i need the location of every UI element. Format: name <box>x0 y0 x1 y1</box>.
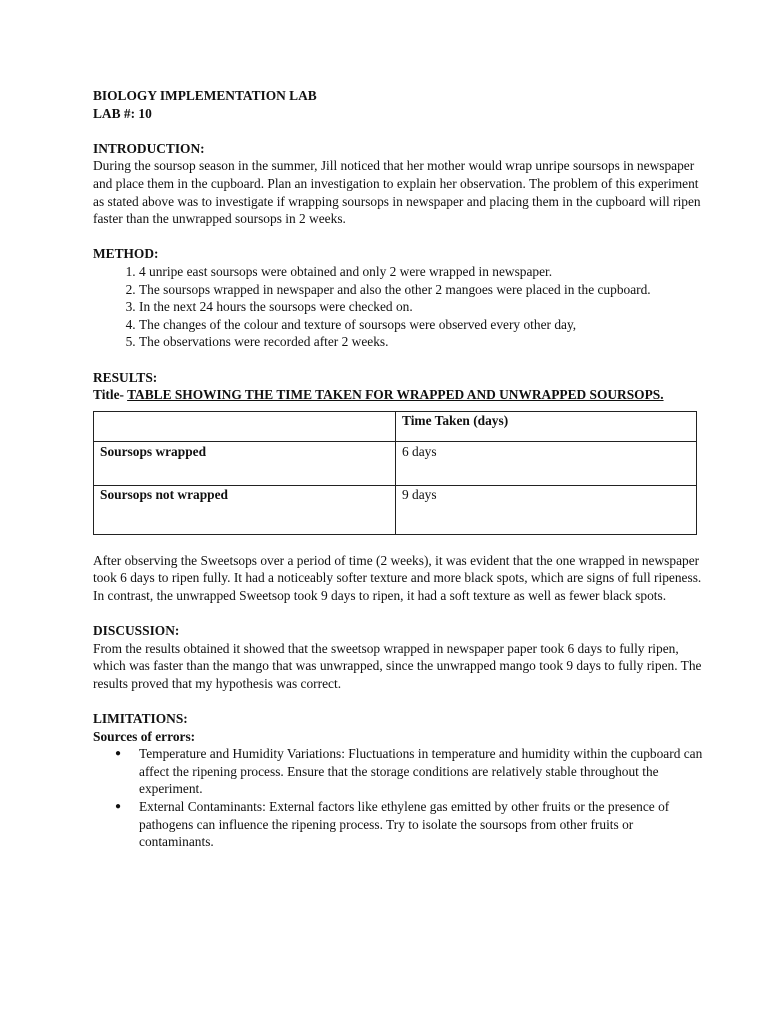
table-header-cell <box>94 411 396 441</box>
title-prefix: Title- <box>93 387 128 403</box>
document-page <box>93 87 703 851</box>
table-header-cell: Time Taken (days) <box>396 411 697 441</box>
lab-number: LAB #: 10 <box>93 105 152 121</box>
list-item: ● Temperature and Humidity Variations: Fluctuations in temperature and humidity within the cupboard can affect the ripening process. Ensure that the storage conditions are relatively stable throughout the experiment. <box>139 745 703 798</box>
table-cell-label: Soursops not wrapped <box>94 485 396 534</box>
method-step: 1. 4 unripe east soursops were obtained and only 2 were wrapped in newspaper. <box>139 263 703 281</box>
results-table <box>93 411 697 535</box>
table-row <box>94 441 697 485</box>
discussion-text: From the results obtained it showed that the sweetsop wrapped in newspaper paper took 6 days to fully ripen, which was faster than the mango that was unwrapped, since the unwrapped mango took 9 days to fully ripen. The results proved that my hypothesis was correct. <box>93 640 702 691</box>
sources-of-errors-heading: Sources of errors: <box>93 728 196 744</box>
method-step: 4. The changes of the colour and texture of soursops were observed every other day, <box>139 316 703 334</box>
introduction-text: During the soursop season in the summer, Jill noticed that her mother would wrap unripe soursops in newspaper and place them in the cupboard. Plan an investigation to explain her observation. The problem of this experiment as stated above was to investigate if wrapping soursops in newspaper and placing them in the cupboard will ripen faster than the unwrapped soursops in 2 weeks. <box>93 158 701 227</box>
errors-list <box>93 745 703 851</box>
list-item: ● External Contaminants: External factors like ethylene gas emitted by other fruits or the presence of pathogens can influence the ripening process. Try to isolate the soursops from other fruits or contaminants. <box>139 798 703 851</box>
introduction-heading: INTRODUCTION: <box>93 140 205 156</box>
method-step: 5. The observations were recorded after 2 weeks. <box>139 333 703 351</box>
table-cell-value: 9 days <box>396 485 697 534</box>
results-table-title <box>93 386 703 404</box>
method-heading: METHOD: <box>93 246 159 262</box>
table-cell-label: Soursops wrapped <box>94 441 396 485</box>
table-cell-value: 6 days <box>396 441 697 485</box>
limitations-heading: LIMITATIONS: <box>93 711 188 727</box>
method-step: 3. In the next 24 hours the soursops were checked on. <box>139 298 703 316</box>
method-step: 2. The soursops wrapped in newspaper and also the other 2 mangoes were placed in the cupboard. <box>139 281 703 299</box>
document-title: BIOLOGY IMPLEMENTATION LAB <box>93 88 317 103</box>
discussion-heading: DISCUSSION: <box>93 623 180 639</box>
table-row <box>94 485 697 534</box>
results-text: After observing the Sweetsops over a period of time (2 weeks), it was evident that the one wrapped in newspaper took 6 days to ripen fully. It had a noticeably softer texture and more black spots, which are signs of full ripeness. In contrast, the unwrapped Sweetsop took 9 days to ripen, it had a soft texture as well as fewer black spots. <box>93 552 702 603</box>
results-heading: RESULTS: <box>93 369 158 385</box>
title-text: TABLE SHOWING THE TIME TAKEN FOR WRAPPED AND UNWRAPPED SOURSOPS. <box>127 387 664 403</box>
method-steps <box>93 263 703 351</box>
table-header-row <box>94 411 697 441</box>
